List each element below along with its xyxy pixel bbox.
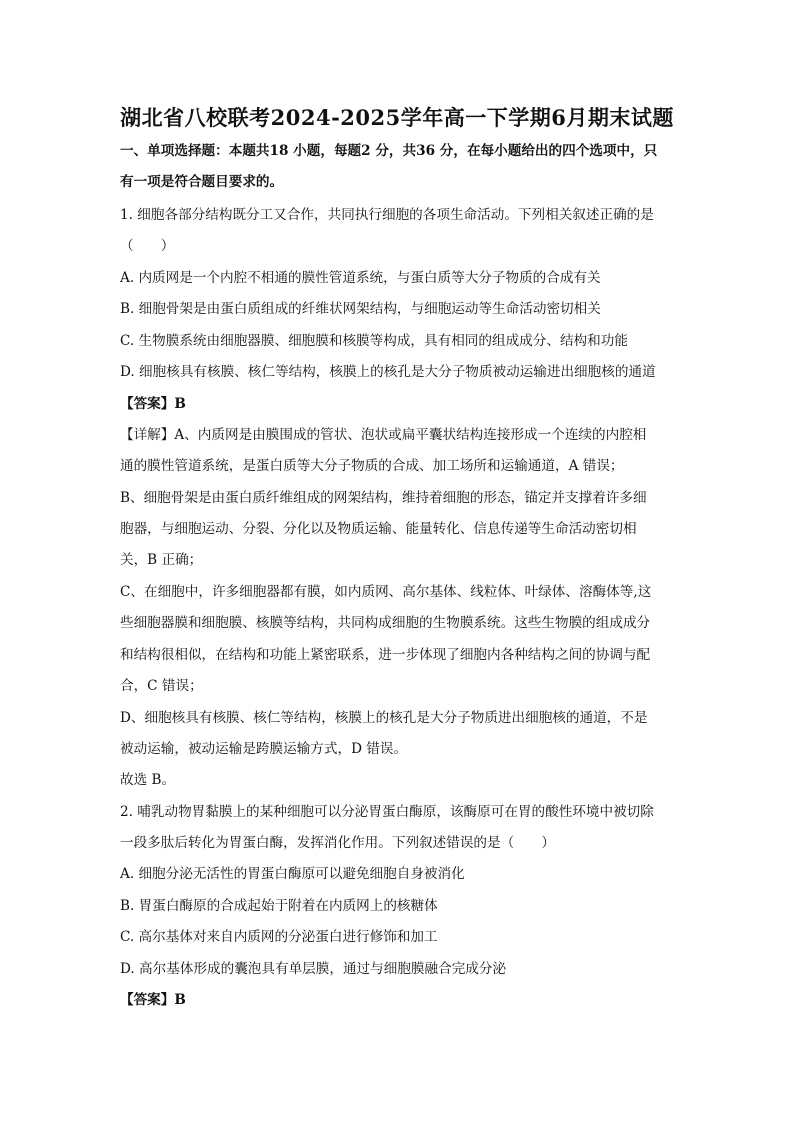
question-2-stem-line-1: 2. 哺乳动物胃黏膜上的某种细胞可以分泌胃蛋白酶原，该酶原可在胃的酸性环境中被切除 xyxy=(120,804,654,820)
section-heading-line-1: 一、单项选择题：本题共18 小题，每题2 分，共36 分，在每小题给出的四个选项中，只 xyxy=(120,143,658,159)
question-1-option-a: A. 内质网是一个内腔不相通的膜性管道系统，与蛋白质等大分子物质的合成有关 xyxy=(120,270,601,286)
question-1-detail-line: 和结构很相似，在结构和功能上紧密联系，进一步体现了细胞内各种结构之间的协调与配 xyxy=(120,647,651,663)
question-1-detail-line: 被动运输，被动运输是跨膜运输方式，D 错误。 xyxy=(120,741,408,757)
question-1-detail-line: D、细胞核具有核膜、核仁等结构，核膜上的核孔是大分子物质进出细胞核的通道，不是 xyxy=(120,710,648,726)
question-1-detail-line: 【详解】A、内质网是由膜围成的管状、泡状或扁平囊状结构连接形成一个连续的内腔相 xyxy=(120,427,647,443)
question-1-detail-line: 些细胞器膜和细胞膜、核膜等结构，共同构成细胞的生物膜系统。这些生物膜的组成成分 xyxy=(120,615,651,631)
question-1-option-b: B. 细胞骨架是由蛋白质组成的纤维状网架结构，与细胞运动等生命活动密切相关 xyxy=(120,301,601,317)
question-1-option-c: C. 生物膜系统由细胞器膜、细胞膜和核膜等构成，具有相同的组成成分、结构和功能 xyxy=(120,333,628,349)
question-1-stem-line-1: 1. 细胞各部分结构既分工又合作，共同执行细胞的各项生命活动。下列相关叙述正确的是 xyxy=(120,207,654,223)
question-1-option-d: D. 细胞核具有核膜、核仁等结构，核膜上的核孔是大分子物质被动运输进出细胞核的通道 xyxy=(120,364,656,380)
question-2-option-a: A. 细胞分泌无活性的胃蛋白酶原可以避免细胞自身被消化 xyxy=(120,866,465,882)
question-2-answer: 【答案】B xyxy=(120,992,186,1008)
question-2-option-d: D. 高尔基体形成的囊泡具有单层膜，通过与细胞膜融合完成分泌 xyxy=(120,961,507,977)
question-1-answer: 【答案】B xyxy=(120,396,186,412)
question-1-detail-line: 胞器，与细胞运动、分裂、分化以及物质运输、能量转化、信息传递等生命活动密切相 xyxy=(120,521,637,537)
document-title: 湖北省八校联考2024-2025学年高一下学期6月期末试题 xyxy=(120,105,674,130)
question-1-detail-line: 合，C 错误； xyxy=(120,678,203,694)
question-2-option-b: B. 胃蛋白酶原的合成起始于附着在内质网上的核糖体 xyxy=(120,898,438,914)
question-2-stem-line-2: 一段多肽后转化为胃蛋白酶，发挥消化作用。下列叙述错误的是（ ） xyxy=(120,835,555,851)
question-1-conclusion: 故选 B。 xyxy=(120,772,176,788)
question-1-detail-line: B、细胞骨架是由蛋白质纤维组成的网架结构，维持着细胞的形态，锚定并支撑着许多细 xyxy=(120,490,647,506)
question-1-detail-line: 关，B 正确； xyxy=(120,552,203,568)
section-heading-line-2: 有一项是符合题目要求的。 xyxy=(120,174,284,190)
question-1-detail-line: 通的膜性管道系统，是蛋白质等大分子物质的合成、加工场所和运输通道，A 错误； xyxy=(120,458,624,474)
question-2-option-c: C. 高尔基体对来自内质网的分泌蛋白进行修饰和加工 xyxy=(120,929,438,945)
question-1-stem-line-2: （ ） xyxy=(120,238,175,254)
question-1-detail-line: C、在细胞中，许多细胞器都有膜，如内质网、高尔基体、线粒体、叶绿体、溶酶体等,这 xyxy=(120,584,652,600)
